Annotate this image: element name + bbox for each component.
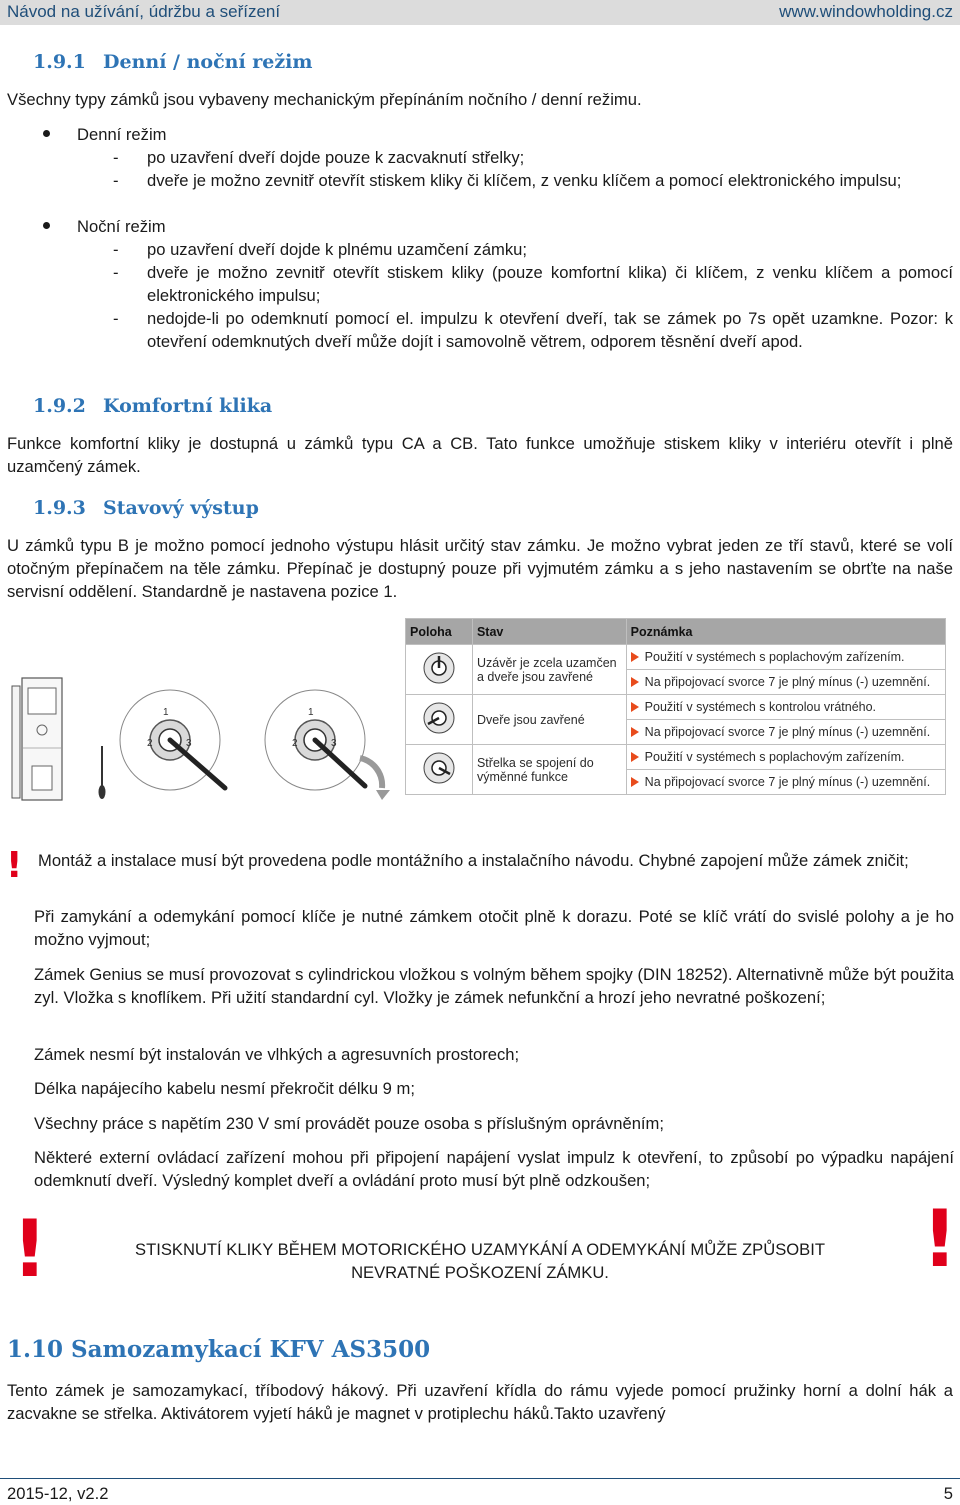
position-icon-cell	[406, 695, 473, 745]
warning-7: Některé externí ovládací zařízení mohou při připojení napájení vyslat impulz k otevření, to způsobí po výpadku napájení odemknutí dveří. Výsledný komplet dveří a ovládání proto musí být plně odzkoušen;	[34, 1148, 954, 1190]
section-title: Denní / noční režim	[103, 51, 313, 73]
section-title: Komfortní klika	[103, 395, 273, 417]
arrow-right-icon	[631, 777, 639, 787]
komfort-text: Funkce komfortní kliky je dostupná u zámků typu CA a CB. Tato funkce umožňuje stiskem kliky v interiéru otevřít i plně uzamčený zámek.	[7, 434, 953, 476]
day-item-1: po uzavření dveří dojde pouze k zacvaknutí střelky;	[147, 148, 525, 167]
night-item-2: dveře je možno zevnitř otevřít stiskem kliky (pouze komfortní klika) či klíčem, z venku klíčem a pomocí elektronického impulsu;	[147, 263, 953, 305]
switch-position-2-icon	[414, 696, 464, 740]
section-title: Stavový výstup	[103, 497, 259, 519]
position-icon-cell	[406, 745, 473, 795]
warning-3: Zámek Genius se musí provozovat s cylindrickou vložkou s volným během spojky (DIN 18252). Alternativně může být použita zyl. Vložka s knoflíkem. Při užití standardní cyl. Vložky je zámek nefunkční a hrozí jeho nevratné poškození;	[34, 965, 954, 1007]
day-item-2: dveře je možno zevnitř otevřít stiskem kliky či klíčem, z venku klíčem a pomocí elektronického impulsu;	[147, 171, 902, 190]
warning-1: Montáž a instalace musí být provedena podle montážního a instalačního návodu. Chybné zapojení může zámek zničit;	[38, 851, 909, 870]
note-cell	[626, 745, 945, 770]
note-cell	[626, 645, 945, 670]
arrow-right-icon	[631, 752, 639, 762]
samozamykaci-text: Tento zámek je samozamykací, tříbodový hákový. Při uzavření křídla do rámu vyjede pomocí pružinky horní a dolní hák a zacvakne se střelka. Aktivátorem vyjetí háků je magnet v protiplechu háků.Takto uzavřený	[7, 1381, 953, 1423]
section-title: Samozamykací KFV AS3500	[71, 1336, 431, 1363]
bullet-icon	[43, 222, 50, 229]
stav-cell: Dveře jsou zavřené	[472, 695, 626, 745]
lock-switch-illustration	[10, 668, 405, 804]
section-heading-1-10	[7, 1336, 430, 1363]
svg-text:3: 3	[186, 738, 192, 749]
note-cell	[626, 720, 945, 745]
footer-divider	[0, 1478, 960, 1479]
dash: -	[113, 240, 119, 259]
stav-cell: Uzávěr je zcela uzamčen a dveře jsou zavřené	[472, 645, 626, 695]
table-row	[406, 695, 946, 720]
bullet-icon	[43, 130, 50, 137]
note-text: Použití v systémech s poplachovým zařízením.	[644, 750, 905, 764]
note-cell	[626, 770, 945, 795]
warning-4: Zámek nesmí být instalován ve vlhkých a agresuvních prostorech;	[34, 1045, 520, 1064]
table-row	[406, 745, 946, 770]
intro-text: Všechny typy zámků jsou vybaveny mechanickým přepínáním nočního / denní režimu.	[7, 90, 642, 109]
section-number: 1.9.3	[33, 497, 86, 519]
note-text: Použití v systémech s poplachovým zařízením.	[644, 650, 905, 664]
night-item-3: nedojde-li po odemknutí pomocí el. impulzu k otevření dveří, tak se zámek po 7s opět uzamkne. Pozor: k otevření odemknutých dveří může dojít i samovolně větrem, odporem těsnění dveří apod.	[147, 309, 953, 351]
arrow-right-icon	[631, 652, 639, 662]
arrow-right-icon	[631, 677, 639, 687]
arrow-right-icon	[631, 702, 639, 712]
svg-text:2: 2	[292, 738, 298, 749]
warning-6: Všechny práce s napětím 230 V smí provádět pouze osoba s příslušným oprávněním;	[34, 1114, 664, 1133]
header-title: Návod na užívání, údržbu a seřízení	[7, 2, 281, 21]
bullet-night-label: Noční režim	[77, 217, 166, 236]
section-number: 1.10	[7, 1336, 64, 1363]
col-header-poloha: Poloha	[406, 619, 473, 645]
arrow-right-icon	[631, 727, 639, 737]
switch-position-3-icon	[414, 746, 464, 790]
dash: -	[113, 148, 119, 167]
svg-text:3: 3	[331, 738, 337, 749]
switch-position-table	[405, 618, 946, 795]
col-header-poznamka: Poznámka	[626, 619, 945, 645]
dash: -	[113, 263, 119, 282]
warning-2: Při zamykání a odemykání pomocí klíče je nutné zámkem otočit plně k dorazu. Poté se klíč vrátí do svislé polohy a je ho možno vyjmout;	[34, 907, 954, 949]
warning-icon-large: !	[922, 1195, 958, 1285]
svg-text:2: 2	[147, 738, 153, 749]
switch-position-1-icon	[414, 646, 464, 690]
section-heading-1-9-2	[33, 395, 272, 417]
page-number: 5	[943, 1484, 953, 1503]
note-cell	[626, 670, 945, 695]
footer-version: 2015-12, v2.2	[7, 1484, 109, 1503]
warning-5: Délka napájecího kabelu nesmí překročit délku 9 m;	[34, 1079, 415, 1098]
svg-text:1: 1	[163, 707, 169, 718]
caps-warning-line-2: NEVRATNÉ POŠKOZENÍ ZÁMKU.	[351, 1263, 609, 1282]
header-website: www.windowholding.cz	[779, 2, 953, 21]
section-number: 1.9.2	[33, 395, 86, 417]
dash: -	[113, 309, 119, 328]
dash: -	[113, 171, 119, 190]
section-heading-1-9-3	[33, 497, 259, 519]
night-item-1: po uzavření dveří dojde k plnému uzamčení zámku;	[147, 240, 528, 259]
note-cell	[626, 695, 945, 720]
col-header-stav: Stav	[472, 619, 626, 645]
warning-icon: !	[6, 845, 23, 886]
svg-text:1: 1	[308, 707, 314, 718]
stav-cell: Střelka se spojení do výměnné funkce	[472, 745, 626, 795]
note-text: Na připojovací svorce 7 je plný mínus (-) uzemnění.	[644, 675, 931, 689]
note-text: Na připojovací svorce 7 je plný mínus (-) uzemnění.	[644, 775, 931, 789]
table-row	[406, 645, 946, 670]
warning-icon-large: !	[12, 1205, 48, 1295]
note-text: Na připojovací svorce 7 je plný mínus (-) uzemnění.	[644, 725, 931, 739]
caps-warning-line-1: STISKNUTÍ KLIKY BĚHEM MOTORICKÉHO UZAMYKÁNÍ A ODEMYKÁNÍ MŮŽE ZPŮSOBIT	[135, 1240, 825, 1259]
bullet-day-label: Denní režim	[77, 125, 167, 144]
stav-text: U zámků typu B je možno pomocí jednoho výstupu hlásit určitý stav zámku. Je možno vybrat jeden ze tří stavů, které se volí otočným přepínačem na těle zámku. Přepínač je dostupný pouze při vyjmutém zámku a s jeho nastavením se obrťte na naše servisní oddělení. Standardně je nastavena pozice 1.	[7, 536, 953, 601]
position-icon-cell	[406, 645, 473, 695]
note-text: Použití v systémech s kontrolou vrátného.	[644, 700, 877, 714]
section-number: 1.9.1	[33, 51, 86, 73]
section-heading-1-9-1	[33, 51, 313, 73]
